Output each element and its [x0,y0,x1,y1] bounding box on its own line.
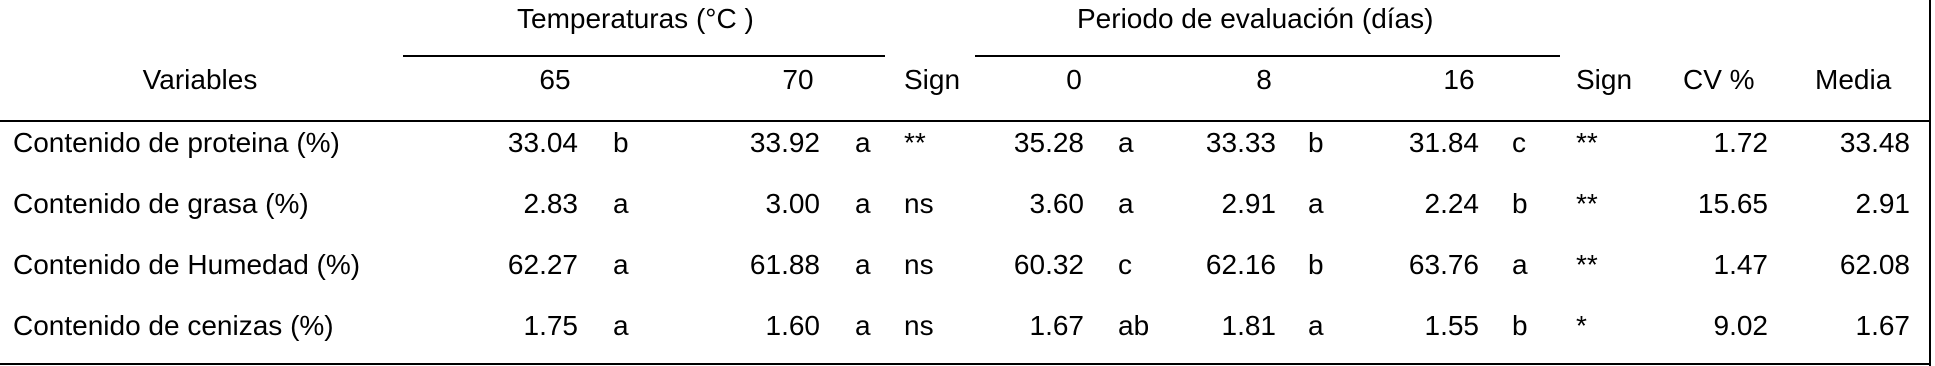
t65-letter: a [613,310,629,341]
column-header-t65: 65 [539,64,571,95]
sign-temperature: ** [904,127,926,158]
t70-letter: a [855,127,871,158]
day0-value: 35.28 [1013,127,1084,158]
day16-value: 63.76 [1408,249,1479,280]
period-group-underline [975,55,1560,57]
day0-letter: a [1118,127,1134,158]
temperature-group-underline [403,55,885,57]
media-value: 1.67 [1855,310,1910,341]
column-header-sign-period: Sign [1576,64,1633,95]
t70-value: 3.00 [765,188,820,219]
media-value: 33.48 [1839,127,1910,158]
column-header-day0: 0 [1066,64,1082,95]
column-header-day16: 16 [1443,64,1475,95]
table-row [0,309,1929,343]
t70-letter: a [855,249,871,280]
day8-letter: b [1308,249,1324,280]
day8-letter: a [1308,310,1324,341]
sign-temperature: ns [904,188,934,219]
day16-value: 2.24 [1424,188,1479,219]
t65-letter: a [613,249,629,280]
day0-value: 1.67 [1029,310,1084,341]
day16-letter: a [1512,249,1528,280]
day8-letter: a [1308,188,1324,219]
day16-letter: b [1512,310,1528,341]
column-header-sign-temperature: Sign [904,64,961,95]
t70-value: 61.88 [749,249,820,280]
t70-value: 33.92 [749,127,820,158]
variable-name: Contenido de proteina (%) [13,127,340,158]
cv-value: 1.72 [1713,127,1768,158]
column-header-variables: Variables [142,64,258,95]
t70-letter: a [855,310,871,341]
column-header-day8: 8 [1256,64,1272,95]
variable-name: Contenido de grasa (%) [13,188,309,219]
day0-letter: a [1118,188,1134,219]
sign-period: ** [1576,188,1598,219]
cv-value: 15.65 [1697,188,1768,219]
day8-value: 2.91 [1221,188,1276,219]
day0-value: 3.60 [1029,188,1084,219]
group-header-temperature: Temperaturas (°C ) [517,3,754,34]
t65-value: 2.83 [523,188,578,219]
cv-value: 1.47 [1713,249,1768,280]
header-separator-line [0,120,1931,122]
t70-letter: a [855,188,871,219]
table-row [0,248,1929,282]
table-right-border [1929,0,1931,366]
variable-name: Contenido de Humedad (%) [13,249,361,280]
day8-value: 62.16 [1205,249,1276,280]
day8-value: 1.81 [1221,310,1276,341]
t65-value: 62.27 [507,249,578,280]
column-header-t70: 70 [782,64,814,95]
group-header-period: Periodo de evaluación (días) [1077,3,1434,34]
table-bottom-border [0,363,1931,365]
t70-value: 1.60 [765,310,820,341]
cv-value: 9.02 [1713,310,1768,341]
media-value: 2.91 [1855,188,1910,219]
media-value: 62.08 [1839,249,1910,280]
t65-value: 1.75 [523,310,578,341]
sign-temperature: ns [904,310,934,341]
sign-period: ** [1576,127,1598,158]
day8-letter: b [1308,127,1324,158]
t65-letter: a [613,188,629,219]
day0-letter: ab [1118,310,1150,341]
day0-value: 60.32 [1013,249,1084,280]
sign-period: ** [1576,249,1598,280]
column-header-media: Media [1815,64,1892,95]
t65-value: 33.04 [507,127,578,158]
day16-value: 31.84 [1408,127,1479,158]
day16-letter: c [1512,127,1526,158]
day16-value: 1.55 [1424,310,1479,341]
table-row [0,187,1929,221]
day16-letter: b [1512,188,1528,219]
t65-letter: b [613,127,629,158]
sign-period: * [1576,310,1587,341]
sign-temperature: ns [904,249,934,280]
table-row [0,126,1929,160]
variable-name: Contenido de cenizas (%) [13,310,334,341]
column-header-cv: CV % [1683,64,1755,95]
day8-value: 33.33 [1205,127,1276,158]
day0-letter: c [1118,249,1132,280]
